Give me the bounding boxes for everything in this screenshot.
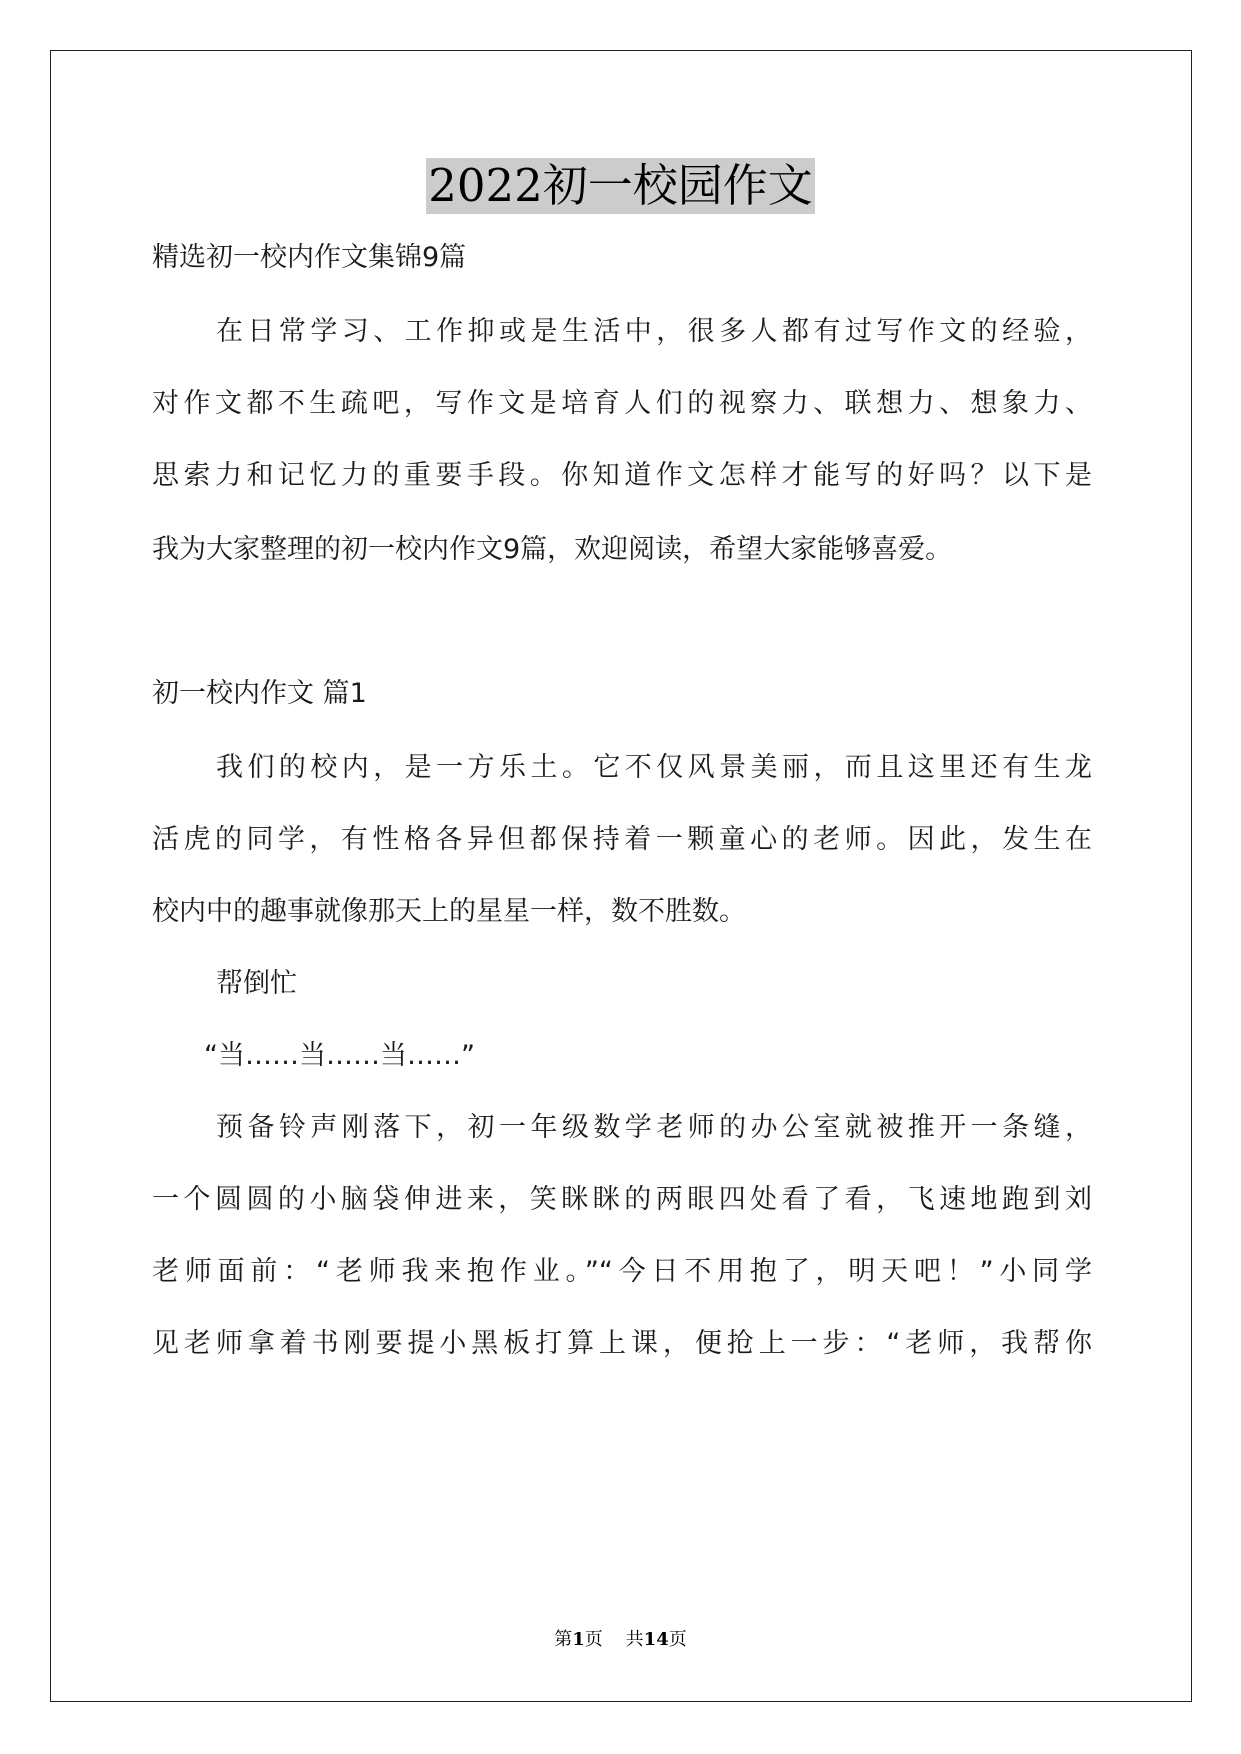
para2-line-3: 老师面前：“老师我来抱作业。”“今日不用抱了，明天吧！”小同学 <box>152 1256 1092 1287</box>
document-title-wrap <box>0 158 1241 214</box>
collection-subtitle: 精选初一校内作文集锦9篇 <box>152 242 467 273</box>
page-footer <box>0 1628 1241 1652</box>
para1-line-1: 我们的校内，是一方乐土。它不仅风景美丽，而且这里还有生龙 <box>216 752 1092 783</box>
para1-line-2: 活虎的同学，有性格各异但都保持着一颗童心的老师。因此，发生在 <box>152 824 1092 855</box>
sub-heading: 帮倒忙 <box>216 968 297 999</box>
intro-line-1: 在日常学习、工作抑或是生活中，很多人都有过写作文的经验， <box>216 316 1092 347</box>
para2-line-1: 预备铃声刚落下，初一年级数学老师的办公室就被推开一条缝， <box>216 1112 1092 1143</box>
footer-page-number: 1 <box>572 1629 585 1650</box>
intro-line-3: 思索力和记忆力的重要手段。你知道作文怎样才能写的好吗？以下是 <box>152 460 1092 491</box>
footer-total-pages: 14 <box>643 1629 669 1650</box>
section-heading: 初一校内作文 篇1 <box>152 678 367 709</box>
intro-line-2: 对作文都不生疏吧，写作文是培育人们的视察力、联想力、想象力、 <box>152 388 1092 419</box>
para2-line-2: 一个圆圆的小脑袋伸进来，笑眯眯的两眼四处看了看，飞速地跑到刘 <box>152 1184 1092 1215</box>
page-border <box>50 50 1192 1702</box>
quote-line: “当……当……当……” <box>204 1040 475 1071</box>
document-title: 2022初一校园作文 <box>428 159 813 212</box>
footer-prefix: 第 <box>554 1629 573 1650</box>
para1-line-3: 校内中的趣事就像那天上的星星一样，数不胜数。 <box>152 896 746 927</box>
para2-line-4: 见老师拿着书刚要提小黑板打算上课，便抢上一步：“老师，我帮你 <box>152 1328 1092 1359</box>
footer-suffix: 页 <box>668 1629 687 1650</box>
intro-line-4: 我为大家整理的初一校内作文9篇，欢迎阅读，希望大家能够喜爱。 <box>152 534 953 565</box>
footer-middle: 页 共 <box>584 1629 644 1650</box>
